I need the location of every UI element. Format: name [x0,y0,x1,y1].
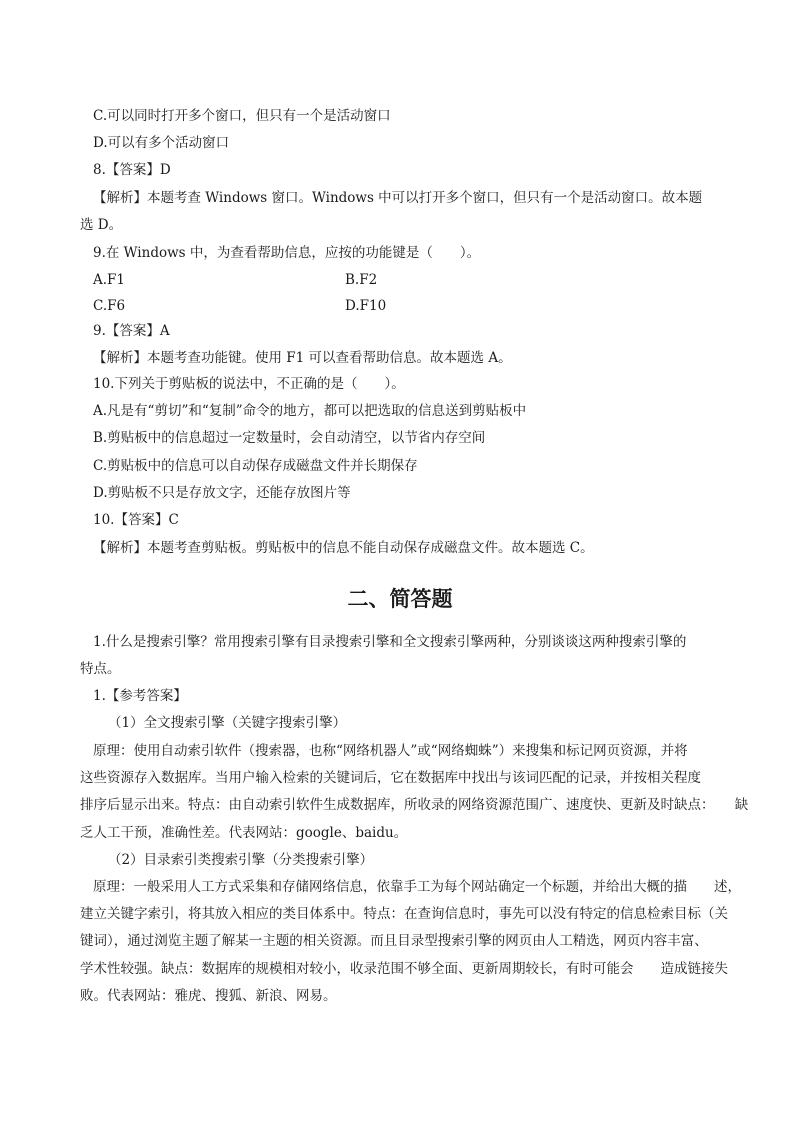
directory-para-line3: 键词），通过浏览主题了解某一主题的相关资源。而且目录型搜索引擎的网页由人工精选，网页内容丰富、 [80,933,708,949]
analysis-q9: 【解析】本题考查功能键。使用 F1 可以查看帮助信息。故本题选 A。 [93,350,512,366]
option-b-q9: B.F2 [345,272,378,288]
directory-para-line2: 建立关键字索引，将其放入相应的类目体系中。特点：在查询信息时，事先可以没有特定的信息检索目标（关 [80,906,728,922]
short-question-1-line1: 1.什么是搜索引擎？常用搜索引擎有目录搜索引擎和全文搜索引擎两种，分别谈谈这两种搜索引擎的 [93,634,687,650]
analysis-q8-line2: 选 D。 [80,217,123,233]
option-c-q10: C.剪贴板中的信息可以自动保存成磁盘文件并长期保存 [93,458,418,474]
option-b-q10: B.剪贴板中的信息超过一定数量时，会自动清空，以节省内存空间 [93,430,486,446]
option-a-q9: A.F1 [93,272,125,288]
fulltext-para-line4: 乏人工干预，准确性差。代表网站：google、baidu。 [80,825,408,841]
directory-para-line1: 原理：一般采用人工方式采集和存储网络信息，依靠手工为每个网站确定一个标题，并给出大概的描 述， [93,879,741,895]
directory-para-line5: 败。代表网站：雅虎、搜狐、新浪、网易。 [80,988,337,1004]
option-c-q9: C.F6 [93,298,126,314]
question-9: 9.在 Windows 中，为查看帮助信息，应按的功能键是（ ）。 [93,245,481,261]
answer-q10: 10.【答案】C [93,512,179,528]
option-c-q8: C.可以同时打开多个窗口，但只有一个是活动窗口 [93,108,391,124]
fulltext-para-line2: 这些资源存入数据库。当用户输入检索的关键词后，它在数据库中找出与该词匹配的记录，并按相关程度 [80,770,701,786]
answer-q9: 9.【答案】A [93,323,170,339]
fulltext-engine-heading: （1）全文搜索引擎（关键字搜索引擎） [108,715,347,731]
analysis-q8-line1: 【解析】本题考查 Windows 窗口。Windows 中可以打开多个窗口，但只有一个是活动窗口。故本题 [93,190,703,206]
fulltext-para-line3: 排序后显示出来。特点：由自动索引软件生成数据库，所收录的网络资源范围广、速度快、更新及时缺点： 缺 [80,797,749,813]
option-d-q8: D.可以有多个活动窗口 [93,135,230,151]
option-a-q10: A.凡是有“剪切”和“复制”命令的地方，都可以把选取的信息送到剪贴板中 [93,403,527,419]
reference-answer-label: 1.【参考答案】 [93,688,187,704]
analysis-q10: 【解析】本题考查剪贴板。剪贴板中的信息不能自动保存成磁盘文件。故本题选 C。 [93,540,594,556]
section-title: 二、简答题 [347,587,453,611]
answer-q8: 8.【答案】D [93,162,171,178]
fulltext-para-line1: 原理：使用自动索引软件（搜索器，也称“网络机器人”或“网络蜘蛛”）来搜集和标记网页资源，并将 [93,743,688,759]
option-d-q9: D.F10 [345,298,387,314]
directory-engine-heading: （2）目录索引类搜索引擎（分类搜索引擎） [108,852,374,868]
question-10: 10.下列关于剪贴板的说法中，不正确的是（ ）。 [93,376,405,392]
directory-para-line4: 学术性较强。缺点：数据库的规模相对较小，收录范围不够全面、更新周期较长，有时可能会 造成链接失 [80,961,728,977]
option-d-q10: D.剪贴板不只是存放文字，还能存放图片等 [93,485,351,501]
short-question-1-line2: 特点。 [80,661,121,677]
